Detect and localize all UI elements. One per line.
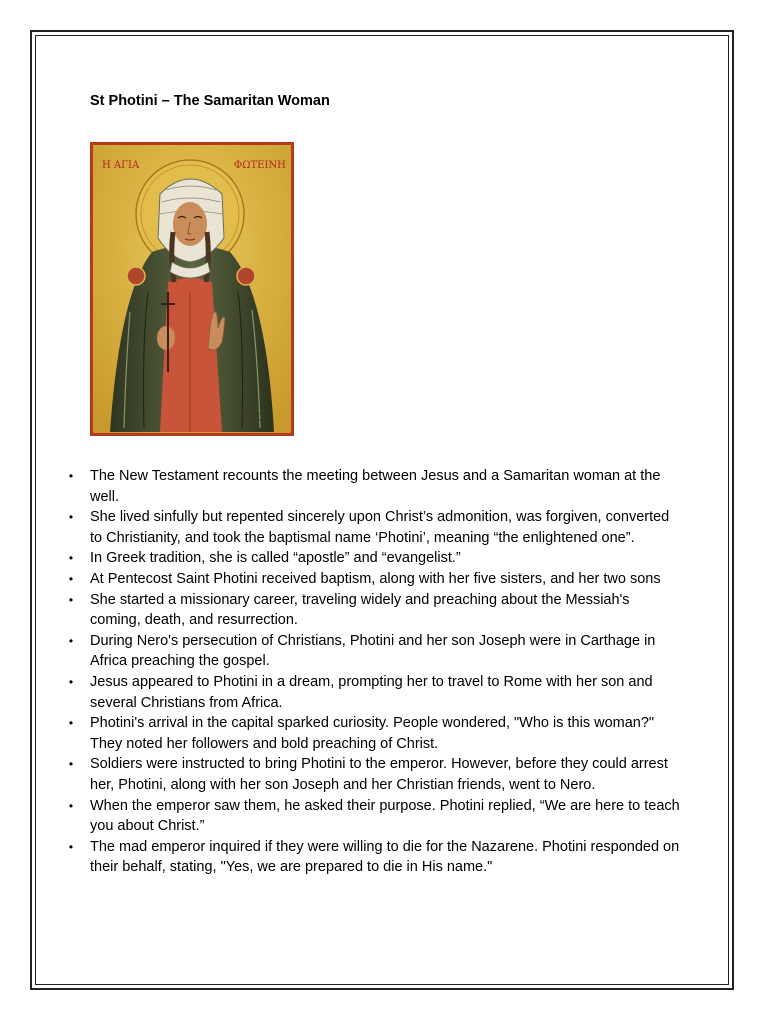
list-item-text: The mad emperor inquired if they were willing to die for the Nazarene. Photini responded on their behalf, stating, "Yes, we are prepared to die in His name." [90, 838, 680, 876]
list-item-text: Soldiers were instructed to bring Photini to the emperor. However, before they could arrest her, Photini, along with her son Joseph and her Christian friends, went to Nero. [90, 756, 668, 793]
bullet-marker: • [68, 798, 74, 813]
st-photini-icon-image [90, 142, 294, 436]
bullet-list [66, 466, 682, 878]
list-item-text: When the emperor saw them, he asked their purpose. Photini replied, “We are here to teach you about Christ.” [90, 797, 680, 835]
bullet-marker: • [68, 839, 74, 854]
list-item-text: She started a missionary career, traveling widely and preaching about the Messiah's coming, death, and resurrection. [90, 591, 630, 629]
list-item [66, 569, 682, 590]
bullet-marker: • [68, 510, 74, 525]
list-item [66, 672, 682, 713]
bullet-marker: • [68, 633, 74, 648]
icon-label-right: ΦΩΤΕΙΝΗ [234, 160, 286, 171]
list-item [66, 837, 682, 878]
bullet-marker: • [68, 551, 74, 566]
list-item-text: The New Testament recounts the meeting between Jesus and a Samaritan woman at the well. [90, 468, 661, 505]
list-item [66, 631, 682, 672]
list-item [66, 507, 682, 548]
list-item [66, 548, 682, 569]
bullet-marker: • [68, 757, 74, 772]
icon-label-left: Η ΑΓΙΑ [102, 160, 140, 171]
bullet-marker: • [68, 571, 74, 586]
list-item [66, 466, 682, 507]
bullet-marker: • [68, 674, 74, 689]
list-item-text: In Greek tradition, she is called “apostle” and “evangelist.” [90, 550, 461, 567]
list-item [66, 590, 682, 631]
list-item-text: She lived sinfully but repented sincerely upon Christ’s admonition, was forgiven, converted to Christianity, and took the baptismal name ‘Photini’, meaning “the enlightened one”. [90, 509, 670, 546]
list-item [66, 754, 682, 795]
bullet-marker: • [68, 716, 74, 731]
list-item-text: At Pentecost Saint Photini received baptism, along with her five sisters, and her two sons [90, 570, 661, 587]
bullet-marker: • [68, 592, 74, 607]
list-item [66, 796, 682, 837]
list-item-text: During Nero's persecution of Christians, Photini and her son Joseph were in Carthage in Africa preaching the gospel. [90, 632, 656, 670]
bullet-marker: • [68, 469, 74, 483]
list-item-text: Jesus appeared to Photini in a dream, prompting her to travel to Rome with her son and several Christians from Africa. [90, 673, 653, 711]
document-title: St Photini – The Samaritan Woman [90, 93, 330, 109]
list-item-text: Photini's arrival in the capital sparked curiosity. People wondered, "Who is this woman?" They noted her followers and bold preaching of Christ. [90, 715, 655, 752]
list-item [66, 713, 682, 754]
